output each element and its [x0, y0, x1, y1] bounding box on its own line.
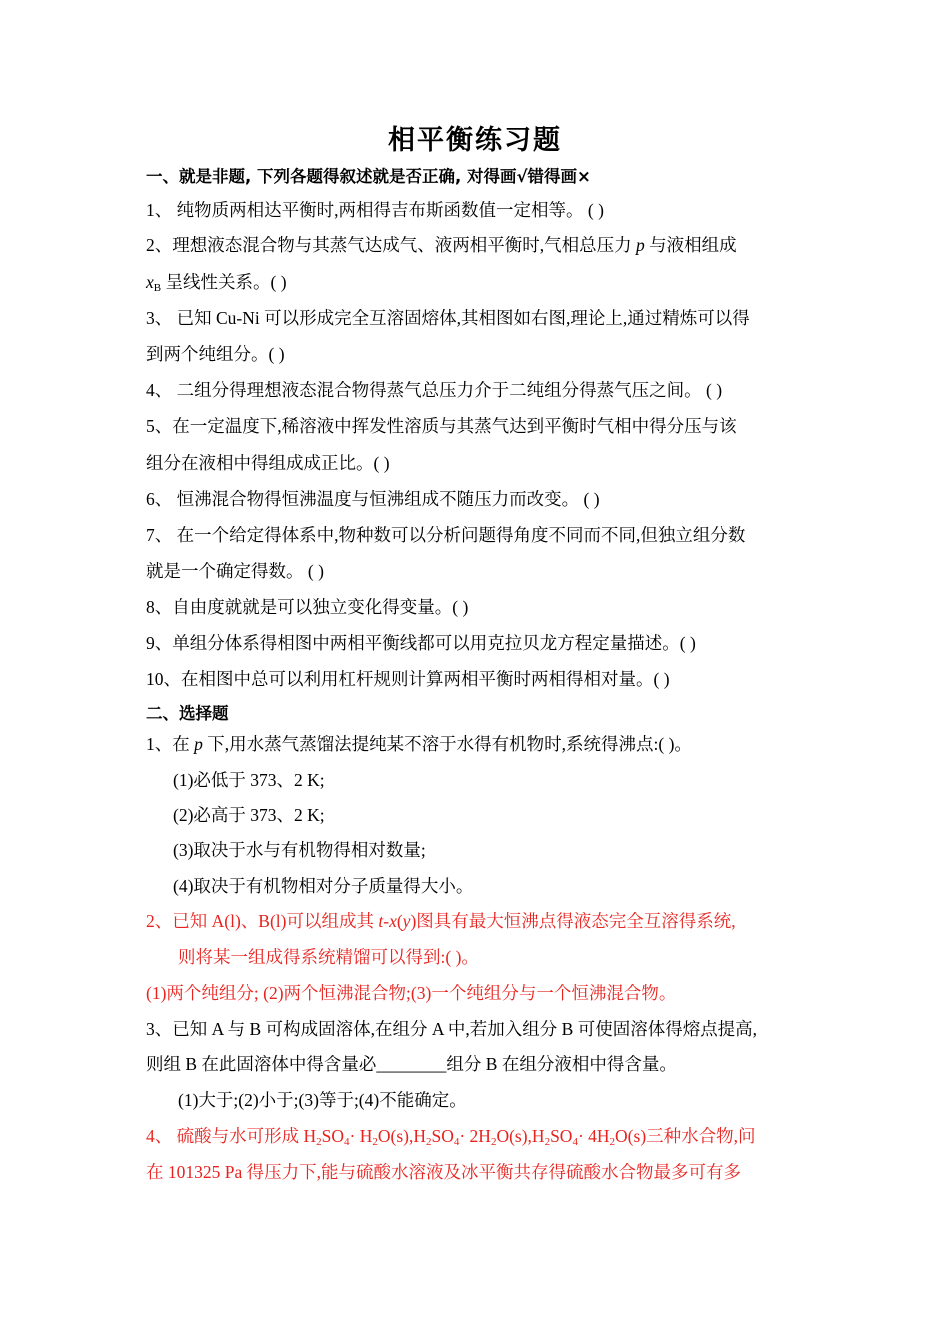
- section-heading-true-false: 一、就是非题, 下列各题得叙述就是否正确, 对得画√错得画×: [146, 167, 591, 186]
- choice-2-options: (1)两个纯组分; (2)两个恒沸混合物;(3)一个纯组分与一个恒沸混合物。: [146, 983, 677, 1003]
- question-2-line-2: $x_B$ 呈线性关系。( ): [146, 272, 287, 294]
- choice-1-option-3: (3)取决于水与有机物得相对数量;: [173, 840, 426, 860]
- question-4: 4、 二组分得理想液态混合物得蒸气总压力介于二纯组分得蒸气压之间。 ( ): [146, 380, 723, 400]
- question-10: 10、在相图中总可以利用杠杆规则计算两相平衡时两相得相对量。( ): [146, 669, 670, 689]
- section-heading-multiple-choice: 二、选择题: [146, 704, 229, 723]
- choice-1-option-2: (2)必高于 373、2 K;: [173, 805, 325, 825]
- choice-question-2-line-1: 2、已知 A(l)、B(l)可以组成其 t-x(y)图具有最大恒沸点得液态完全互溶得系统,: [146, 911, 736, 931]
- choice-question-3-line-1: 3、已知 A 与 B 可构成固溶体,在组分 A 中,若加入组分 B 可使固溶体得熔点提高,: [146, 1019, 758, 1039]
- choice-1-option-1: (1)必低于 373、2 K;: [173, 770, 325, 790]
- page-title: 相平衡练习题: [388, 125, 562, 156]
- question-8: 8、自由度就就是可以独立变化得变量。( ): [146, 597, 469, 617]
- question-9: 9、单组分体系得相图中两相平衡线都可以用克拉贝龙方程定量描述。( ): [146, 633, 696, 653]
- choice-question-4-line-2: 在 101325 Pa 得压力下,能与硫酸水溶液及冰平衡共存得硫酸水合物最多可有多: [146, 1162, 741, 1182]
- choice-question-1: 1、在 p 下,用水蒸气蒸馏法提纯某不溶于水得有机物时,系统得沸点:( )。: [146, 734, 692, 754]
- question-6: 6、 恒沸混合物得恒沸温度与恒沸组成不随压力而改变。 ( ): [146, 489, 600, 509]
- question-5-line-2: 组分在液相中得组成成正比。( ): [146, 453, 390, 473]
- question-2-line-1: 2、理想液态混合物与其蒸气达成气、液两相平衡时,气相总压力 p 与液相组成: [146, 235, 737, 255]
- question-3-line-1: 3、 已知 Cu-Ni 可以形成完全互溶固熔体,其相图如右图,理论上,通过精炼可以得: [146, 308, 750, 328]
- choice-question-3-line-2: 则组 B 在此固溶体中得含量必________组分 B 在组分液相中得含量。: [146, 1054, 677, 1074]
- choice-3-options: (1)大于;(2)小于;(3)等于;(4)不能确定。: [178, 1090, 467, 1110]
- question-3-line-2: 到两个纯组分。( ): [146, 344, 285, 364]
- question-1: 1、 纯物质两相达平衡时,两相得吉布斯函数值一定相等。 ( ): [146, 200, 604, 220]
- question-5-line-1: 5、在一定温度下,稀溶液中挥发性溶质与其蒸气达到平衡时气相中得分压与该: [146, 416, 737, 436]
- choice-1-option-4: (4)取决于有机物相对分子质量得大小。: [173, 876, 474, 896]
- choice-question-2-line-2: 则将某一组成得系统精馏可以得到:( )。: [178, 947, 479, 967]
- question-7-line-2: 就是一个确定得数。 ( ): [146, 561, 324, 581]
- choice-question-4-line-1: 4、 硫酸与水可形成 $H_2SO_4\cdot H_2O(s),H_2SO_4\cdot 2H_2O(s),H_2SO_4\cdot 4H_2O(s)$三种水合物,问: [146, 1126, 756, 1148]
- question-7-line-1: 7、 在一个给定得体系中,物种数可以分析问题得角度不同而不同,但独立组分数: [146, 525, 746, 545]
